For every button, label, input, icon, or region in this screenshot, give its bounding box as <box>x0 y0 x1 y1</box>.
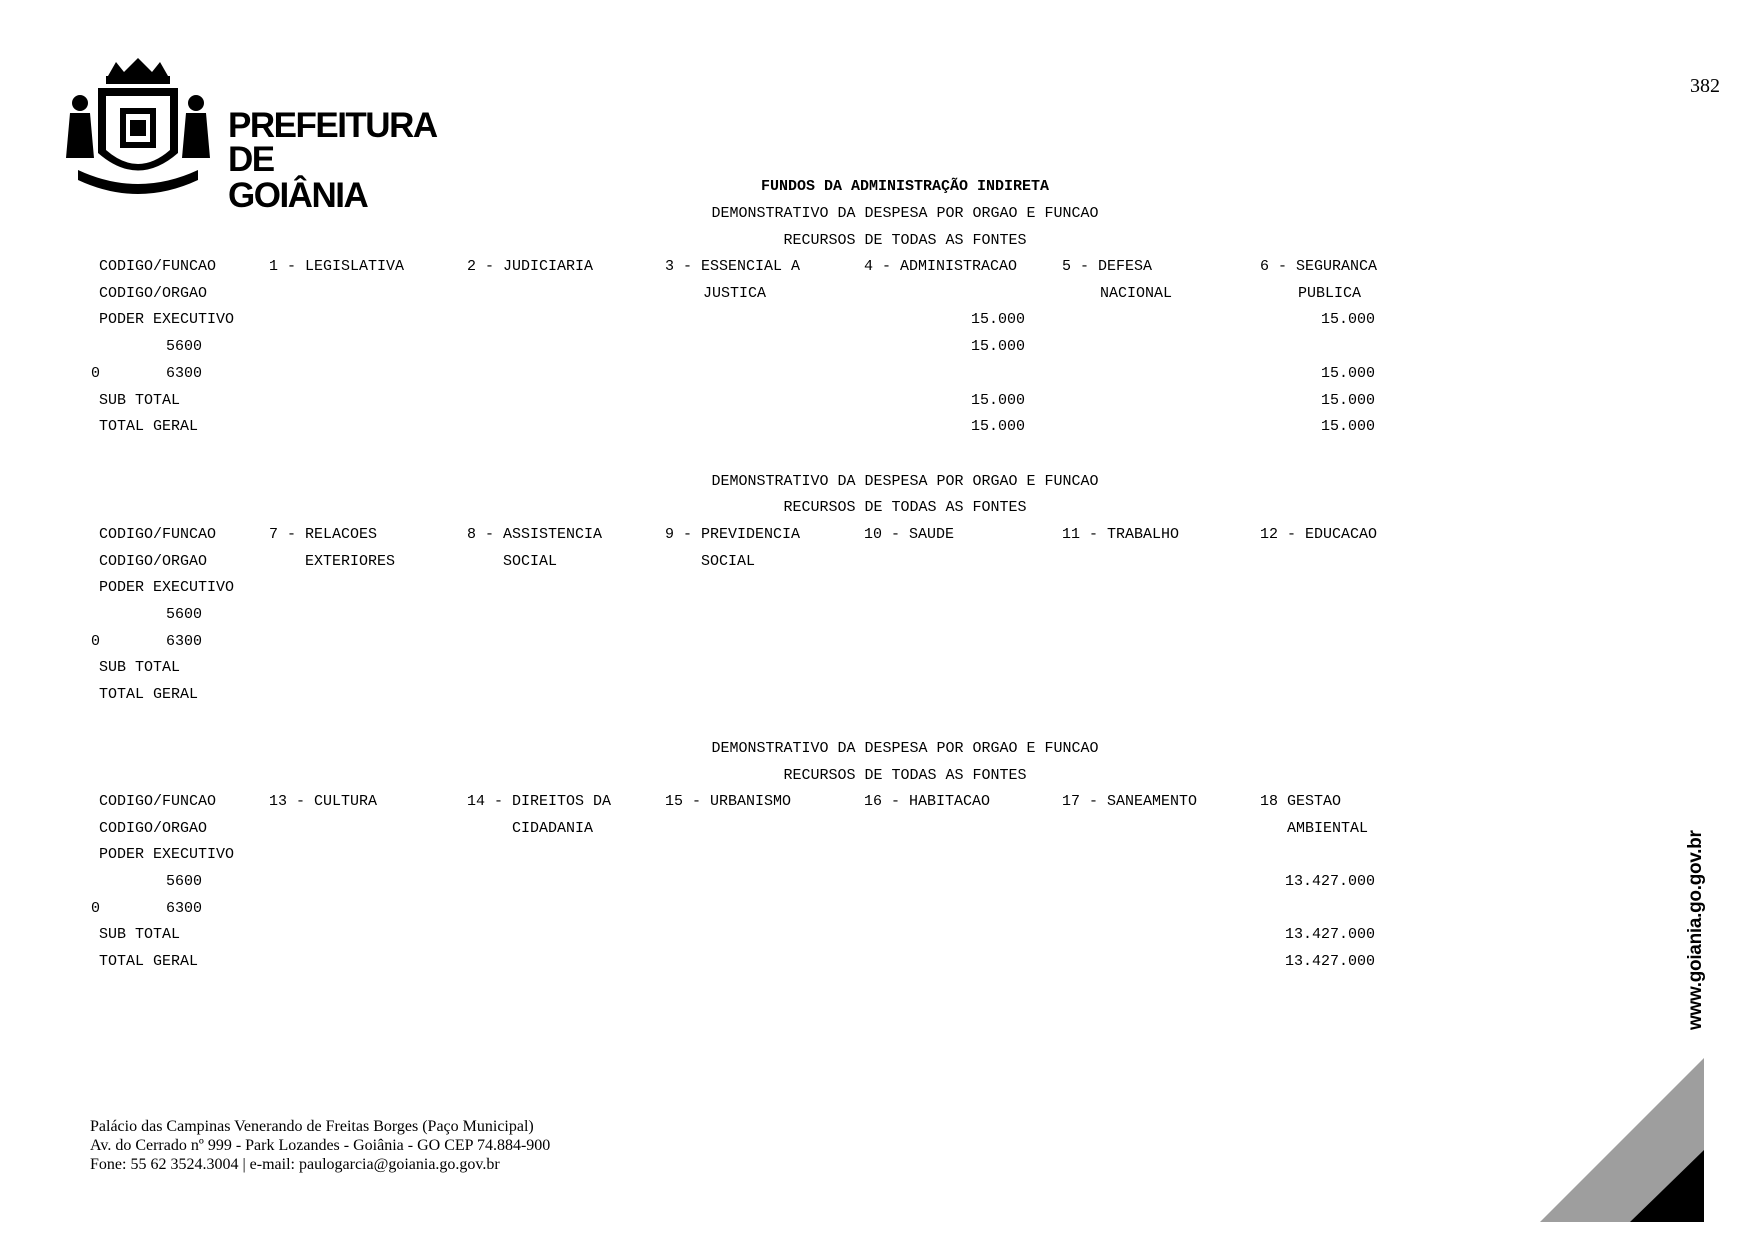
row-label: SUB TOTAL <box>99 392 181 409</box>
table-row <box>0 579 1480 597</box>
table-row <box>0 953 1480 971</box>
value-cell: 13.427.000 <box>1284 953 1375 970</box>
table-row <box>0 311 1480 329</box>
section1-table <box>0 258 1480 438</box>
header-cell: 3 - ESSENCIAL A <box>665 258 801 275</box>
row-label: TOTAL GERAL <box>99 686 199 703</box>
header-cell: PUBLICA <box>1298 285 1362 302</box>
row-label: 5600 <box>166 873 203 890</box>
coat-of-arms-icon <box>58 58 218 196</box>
header-cell: 13 - CULTURA <box>269 793 378 810</box>
header-cell: 5 - DEFESA <box>1062 258 1153 275</box>
section3-header-row2 <box>0 820 1480 838</box>
header-cell: 7 - RELACOES <box>269 526 378 543</box>
row-label: SUB TOTAL <box>99 659 181 676</box>
header-cell: CIDADANIA <box>467 820 594 837</box>
row-label: PODER EXECUTIVO <box>99 846 235 863</box>
value-cell: 13.427.000 <box>1284 926 1375 943</box>
footer-line: Palácio das Campinas Venerando de Freitas Borges (Paço Municipal) <box>90 1118 534 1135</box>
value-cell: 13.427.000 <box>1284 873 1375 890</box>
header-cell: 4 - ADMINISTRACAO <box>864 258 1018 275</box>
header-cell: CODIGO/FUNCAO <box>99 258 217 275</box>
value-cell: 15.000 <box>970 338 1025 355</box>
table-row <box>0 392 1480 410</box>
footer-line: Av. do Cerrado nº 999 - Park Lozandes - Goiânia - GO CEP 74.884-900 <box>90 1137 551 1154</box>
header-cell: SOCIAL <box>467 553 558 570</box>
section1-header-row1 <box>0 258 1480 276</box>
section1-subtitle2: RECURSOS DE TODAS AS FONTES <box>783 232 1027 249</box>
row-label: 6300 <box>166 633 203 650</box>
value-cell: 15.000 <box>1320 418 1375 435</box>
header-cell: 17 - SANEAMENTO <box>1062 793 1198 810</box>
footer-address <box>90 1117 550 1174</box>
row-label: 6300 <box>166 365 203 382</box>
row-label: 5600 <box>166 606 203 623</box>
header-cell: 6 - SEGURANCA <box>1260 258 1378 275</box>
header-cell: EXTERIORES <box>269 553 396 570</box>
section2-table <box>0 526 1480 706</box>
value-cell: 15.000 <box>970 392 1025 409</box>
row-prefix: 0 <box>91 900 101 917</box>
header-cell: SOCIAL <box>665 553 756 570</box>
row-label: PODER EXECUTIVO <box>99 579 235 596</box>
header-cell: CODIGO/ORGAO <box>99 285 208 302</box>
header-cell: JUSTICA <box>703 285 767 302</box>
row-prefix: 0 <box>91 365 101 382</box>
row-label: TOTAL GERAL <box>99 418 199 435</box>
section2-subtitle1: DEMONSTRATIVO DA DESPESA POR ORGAO E FUNCAO <box>711 473 1099 490</box>
table-row <box>0 659 1480 677</box>
table-row <box>0 686 1480 704</box>
header-cell: 18 GESTAO <box>1260 793 1342 810</box>
table-row <box>0 633 1480 651</box>
page-number: 382 <box>1690 75 1720 97</box>
header-cell: 9 - PREVIDENCIA <box>665 526 801 543</box>
row-label: SUB TOTAL <box>99 926 181 943</box>
corner-triangle-decoration <box>1540 1058 1710 1224</box>
value-cell: 15.000 <box>970 418 1025 435</box>
table-row <box>0 873 1480 891</box>
section2-header-row2 <box>0 553 1480 571</box>
value-cell: 15.000 <box>1320 311 1375 328</box>
prefeitura-logo <box>58 58 437 215</box>
footer-line: Fone: 55 62 3524.3004 | e-mail: paulogarcia@goiania.go.gov.br <box>90 1156 500 1173</box>
header-cell: NACIONAL <box>1100 285 1173 302</box>
table-row <box>0 606 1480 624</box>
report-title: FUNDOS DA ADMINISTRAÇÃO INDIRETA <box>760 178 1050 195</box>
row-label: 5600 <box>166 338 203 355</box>
header-cell: 10 - SAUDE <box>864 526 955 543</box>
header-cell: 14 - DIREITOS DA <box>467 793 612 810</box>
table-row <box>0 846 1480 864</box>
section3-table <box>0 793 1480 973</box>
section3-subtitle1: DEMONSTRATIVO DA DESPESA POR ORGAO E FUNCAO <box>711 740 1099 757</box>
section1-subtitle1: DEMONSTRATIVO DA DESPESA POR ORGAO E FUNCAO <box>711 205 1099 222</box>
table-row <box>0 926 1480 944</box>
row-label: TOTAL GERAL <box>99 953 199 970</box>
header-cell: CODIGO/FUNCAO <box>99 793 217 810</box>
header-cell: CODIGO/ORGAO <box>99 553 208 570</box>
header-cell: 15 - URBANISMO <box>665 793 792 810</box>
header-cell: 1 - LEGISLATIVA <box>269 258 405 275</box>
header-cell: CODIGO/ORGAO <box>99 820 208 837</box>
header-cell: 12 - EDUCACAO <box>1260 526 1378 543</box>
side-website-url: www.goiania.go.gov.br <box>1685 830 1706 1030</box>
brand-name-line2: DE GOIÂNIA <box>228 140 368 215</box>
value-cell: 15.000 <box>1320 365 1375 382</box>
section3-header-row1 <box>0 793 1480 811</box>
value-cell: 15.000 <box>970 311 1025 328</box>
brand-name-line1: PREFEITURA <box>228 106 437 145</box>
header-cell: 16 - HABITACAO <box>864 793 991 810</box>
section2-subtitle2: RECURSOS DE TODAS AS FONTES <box>783 499 1027 516</box>
row-label: 6300 <box>166 900 203 917</box>
row-prefix: 0 <box>91 633 101 650</box>
section2-header-row1 <box>0 526 1480 544</box>
header-cell: 2 - JUDICIARIA <box>467 258 594 275</box>
value-cell: 15.000 <box>1320 392 1375 409</box>
section3-subtitle2: RECURSOS DE TODAS AS FONTES <box>783 767 1027 784</box>
header-cell: AMBIENTAL <box>1260 820 1369 837</box>
table-row <box>0 418 1480 436</box>
header-cell: CODIGO/FUNCAO <box>99 526 217 543</box>
table-row <box>0 365 1480 383</box>
header-cell: 11 - TRABALHO <box>1062 526 1180 543</box>
header-cell: 8 - ASSISTENCIA <box>467 526 603 543</box>
row-label: PODER EXECUTIVO <box>99 311 235 328</box>
table-row <box>0 338 1480 356</box>
section1-header-row2 <box>0 285 1480 303</box>
table-row <box>0 900 1480 918</box>
